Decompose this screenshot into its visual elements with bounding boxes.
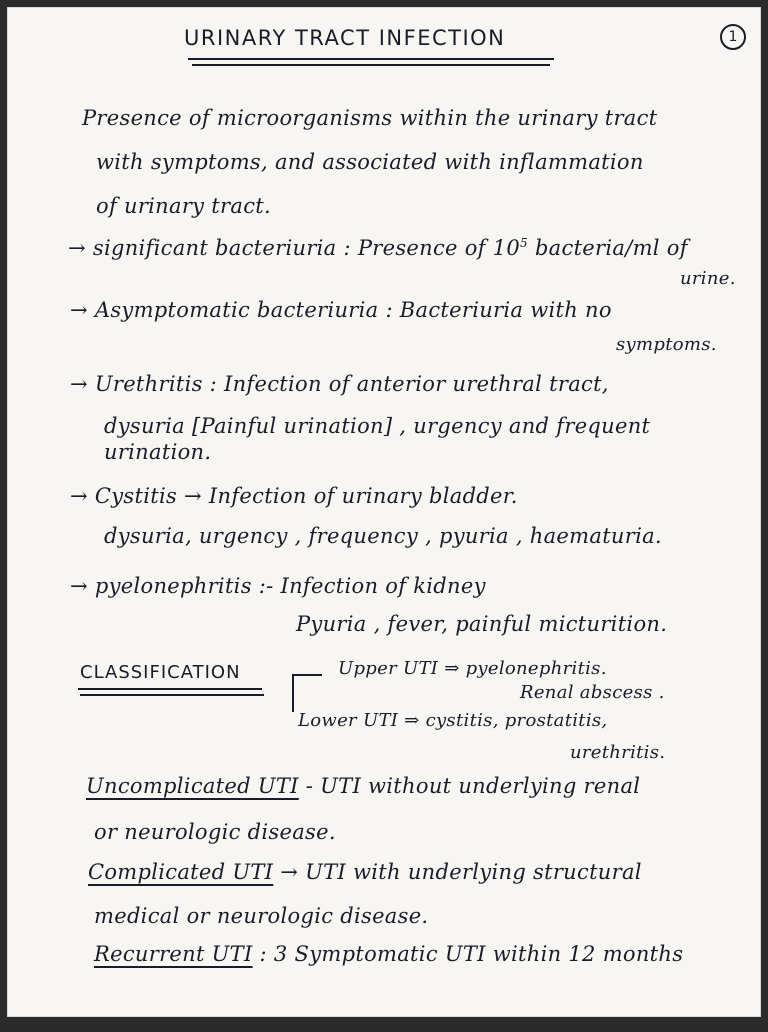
- complicated-term: Complicated UTI: [88, 860, 274, 884]
- lower-uti-cont: urethritis.: [570, 742, 666, 763]
- cystitis-line-1: → Cystitis → Infection of urinary bladder.: [70, 484, 518, 508]
- recurrent-uti: [94, 942, 683, 966]
- urethritis-line-2: dysuria [Painful urination] , urgency and frequent: [104, 414, 651, 438]
- complicated-text: → UTI with underlying structural: [273, 860, 642, 884]
- classification-bracket: [292, 674, 322, 712]
- intro-line-1: Presence of microorganisms within the urinary tract: [82, 106, 658, 130]
- title-underline-2: [192, 64, 550, 66]
- cystitis-line-2: dysuria, urgency , frequency , pyuria , haematuria.: [104, 524, 662, 548]
- complicated-uti: [88, 860, 642, 884]
- urethritis-line-1: → Urethritis : Infection of anterior urethral tract,: [70, 372, 609, 396]
- significant-tail: bacteria/ml of: [527, 236, 688, 260]
- page-title: URINARY TRACT INFECTION: [184, 26, 506, 50]
- intro-line-2: with symptoms, and associated with inflammation: [96, 150, 644, 174]
- asymptomatic-cont: symptoms.: [616, 334, 717, 355]
- pyelonephritis-line-2: Pyuria , fever, painful micturition.: [296, 612, 668, 636]
- significant-exponent: 5: [520, 236, 528, 250]
- uncomplicated-uti: [86, 774, 640, 798]
- significant-lead: → significant bacteriuria : Presence of 10: [68, 236, 521, 260]
- upper-uti-cont: Renal abscess .: [520, 682, 665, 703]
- uncomplicated-cont: or neurologic disease.: [94, 820, 336, 844]
- page-number: 1: [720, 24, 746, 50]
- lower-uti: Lower UTI ⇒ cystitis, prostatitis,: [298, 710, 608, 731]
- recurrent-term: Recurrent UTI: [94, 942, 253, 966]
- intro-line-3: of urinary tract.: [96, 194, 271, 218]
- classification-underline-2: [80, 694, 264, 696]
- pyelonephritis-line-1: → pyelonephritis :- Infection of kidney: [70, 574, 486, 598]
- uncomplicated-text: - UTI without underlying renal: [298, 774, 641, 798]
- notebook-page: [8, 8, 760, 1016]
- recurrent-text: : 3 Symptomatic UTI within 12 months: [252, 942, 684, 966]
- urethritis-line-3: urination.: [104, 440, 212, 464]
- upper-uti: Upper UTI ⇒ pyelonephritis.: [338, 658, 607, 679]
- asymptomatic-bacteriuria: → Asymptomatic bacteriuria : Bacteriuria with no: [70, 298, 612, 322]
- significant-bacteriuria: [68, 236, 688, 260]
- title-underline-1: [188, 58, 554, 60]
- classification-heading: CLASSIFICATION: [80, 662, 241, 683]
- significant-cont: urine.: [680, 268, 736, 289]
- classification-underline-1: [78, 688, 262, 690]
- complicated-cont: medical or neurologic disease.: [94, 904, 429, 928]
- uncomplicated-term: Uncomplicated UTI: [86, 774, 299, 798]
